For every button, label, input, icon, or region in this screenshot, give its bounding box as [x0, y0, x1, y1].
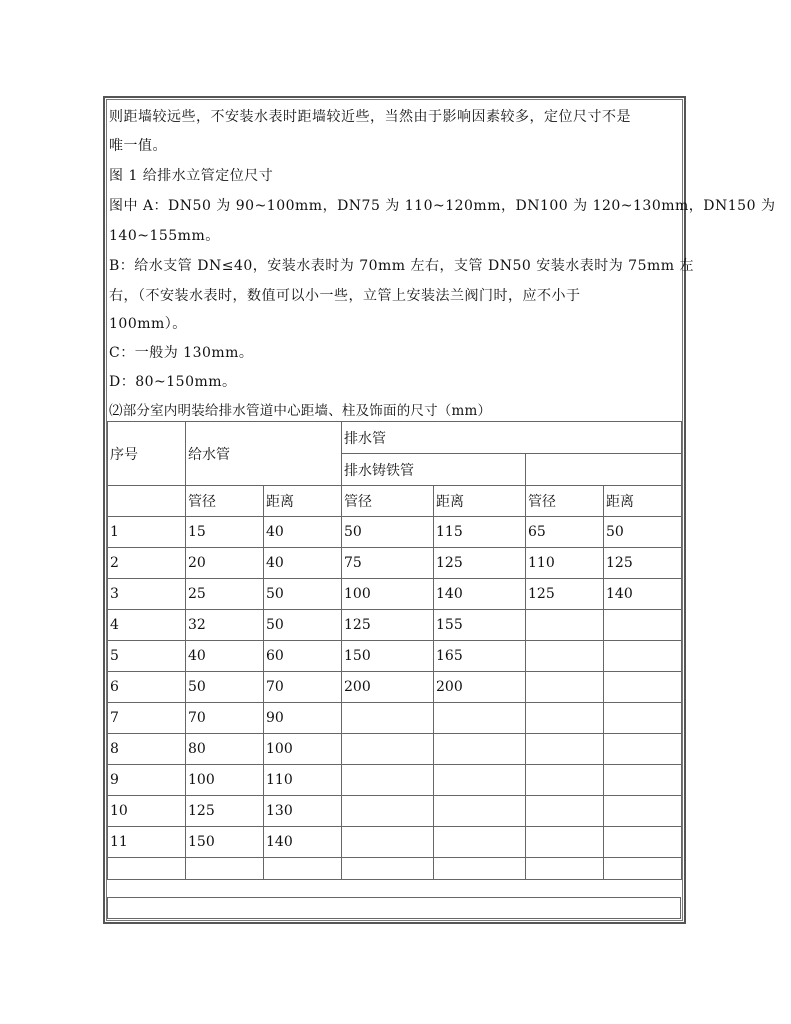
table-footer-row [107, 897, 681, 919]
table-cell [526, 796, 604, 827]
table-caption: ⑵部分室内明装给排水管道中心距墙、柱及饰面的尺寸（mm） [109, 403, 492, 419]
table-cell: 11 [108, 827, 186, 858]
table-cell [526, 765, 604, 796]
table-cell [434, 734, 526, 765]
table-row [108, 641, 682, 672]
table-cell: 150 [342, 641, 434, 672]
table-cell: 140 [604, 579, 682, 610]
table-cell: 8 [108, 734, 186, 765]
table-row [108, 610, 682, 641]
paragraph-line: D：80~150mm。 [109, 374, 237, 390]
table-cell: 140 [264, 827, 342, 858]
table-cell [342, 765, 434, 796]
table-cell: 7 [108, 703, 186, 734]
sub-header-cell: 距离 [604, 486, 682, 517]
table-cell: 125 [186, 796, 264, 827]
table-cell [604, 641, 682, 672]
table-cell: 155 [434, 610, 526, 641]
header-other-drain-pipe [526, 454, 682, 486]
table-cell: 4 [108, 610, 186, 641]
table-cell: 50 [604, 517, 682, 548]
table-cell: 140 [434, 579, 526, 610]
table-cell [434, 827, 526, 858]
table-cell: 40 [186, 641, 264, 672]
table-cell [526, 672, 604, 703]
table-cell: 75 [342, 548, 434, 579]
table-cell: 150 [186, 827, 264, 858]
paragraph-line: 图中 A：DN50 为 90~100mm，DN75 为 110~120mm，DN100 为 120~130mm，DN150 为 [109, 198, 776, 214]
pipe-distance-table [107, 421, 682, 880]
table-cell: 15 [186, 517, 264, 548]
table-cell [526, 641, 604, 672]
paragraph-line: B：给水支管 DN≤40，安装水表时为 70mm 左右，支管 DN50 安装水表时为 75mm 左 [109, 258, 694, 274]
table-row [108, 734, 682, 765]
table-cell [186, 858, 264, 880]
table-cell: 3 [108, 579, 186, 610]
table-cell: 125 [604, 548, 682, 579]
table-row [108, 858, 682, 880]
table-cell [604, 703, 682, 734]
table-cell: 70 [186, 703, 264, 734]
table-cell: 5 [108, 641, 186, 672]
table-cell: 50 [264, 579, 342, 610]
header-seq: 序号 [108, 422, 186, 486]
table-cell: 200 [342, 672, 434, 703]
table-cell: 90 [264, 703, 342, 734]
sub-header-cell: 距离 [434, 486, 526, 517]
paragraph-line: 100mm）。 [109, 316, 187, 332]
sub-header-cell [108, 486, 186, 517]
table-cell: 2 [108, 548, 186, 579]
table-cell: 125 [434, 548, 526, 579]
table-cell: 40 [264, 517, 342, 548]
table-cell [434, 765, 526, 796]
table-cell [604, 858, 682, 880]
sub-header-cell: 管径 [342, 486, 434, 517]
header-cast-iron-pipe: 排水铸铁管 [342, 454, 526, 486]
table-cell: 130 [264, 796, 342, 827]
table-row [108, 827, 682, 858]
table-cell: 50 [264, 610, 342, 641]
table-cell: 10 [108, 796, 186, 827]
table-cell [526, 858, 604, 880]
table-cell [526, 827, 604, 858]
table-cell [604, 734, 682, 765]
header-supply-pipe: 给水管 [186, 422, 342, 486]
table-row [108, 796, 682, 827]
table-cell: 60 [264, 641, 342, 672]
table-cell: 125 [342, 610, 434, 641]
table-row [108, 517, 682, 548]
table-cell [526, 610, 604, 641]
table-row [108, 672, 682, 703]
table-cell [604, 672, 682, 703]
paragraph-line: 140~155mm。 [109, 228, 220, 244]
table-cell: 110 [264, 765, 342, 796]
header-drain-pipe: 排水管 [342, 422, 682, 454]
table-cell: 50 [342, 517, 434, 548]
table-cell: 6 [108, 672, 186, 703]
table-cell: 1 [108, 517, 186, 548]
table-cell: 115 [434, 517, 526, 548]
table-cell: 80 [186, 734, 264, 765]
table-cell [604, 796, 682, 827]
table-cell [434, 796, 526, 827]
table-cell: 20 [186, 548, 264, 579]
paragraph-line: 右，（不安装水表时，数值可以小一些，立管上安装法兰阀门时，应不小于 [109, 288, 581, 304]
table-row [108, 765, 682, 796]
table-cell: 40 [264, 548, 342, 579]
table-row [108, 579, 682, 610]
table-cell: 50 [186, 672, 264, 703]
table-cell: 125 [526, 579, 604, 610]
table-cell: 100 [186, 765, 264, 796]
table-cell: 32 [186, 610, 264, 641]
sub-header-cell: 管径 [526, 486, 604, 517]
table-cell [342, 703, 434, 734]
table-cell [434, 858, 526, 880]
table-cell [108, 858, 186, 880]
table-row [108, 548, 682, 579]
table-cell [342, 734, 434, 765]
table-cell [434, 703, 526, 734]
table-cell [604, 765, 682, 796]
paragraph-line: 则距墙较远些，不安装水表时距墙较近些，当然由于影响因素较多，定位尺寸不是 [109, 109, 631, 125]
table-cell [526, 703, 604, 734]
table-row [108, 703, 682, 734]
table-cell: 200 [434, 672, 526, 703]
table-cell [604, 610, 682, 641]
sub-header-cell: 距离 [264, 486, 342, 517]
table-cell: 100 [264, 734, 342, 765]
paragraph-line: 唯一值。 [109, 138, 167, 154]
table-cell: 65 [526, 517, 604, 548]
sub-header-row [108, 486, 682, 517]
paragraph-line: C：一般为 130mm。 [109, 345, 254, 361]
table-cell: 165 [434, 641, 526, 672]
table-cell [342, 827, 434, 858]
table-cell [342, 796, 434, 827]
table-cell [604, 827, 682, 858]
sub-header-cell: 管径 [186, 486, 264, 517]
table-cell [264, 858, 342, 880]
table-cell: 25 [186, 579, 264, 610]
table-cell: 70 [264, 672, 342, 703]
figure-caption: 图 1 给排水立管定位尺寸 [109, 168, 274, 184]
table-cell: 110 [526, 548, 604, 579]
table-cell: 100 [342, 579, 434, 610]
table-cell [526, 734, 604, 765]
table-cell: 9 [108, 765, 186, 796]
table-cell [342, 858, 434, 880]
